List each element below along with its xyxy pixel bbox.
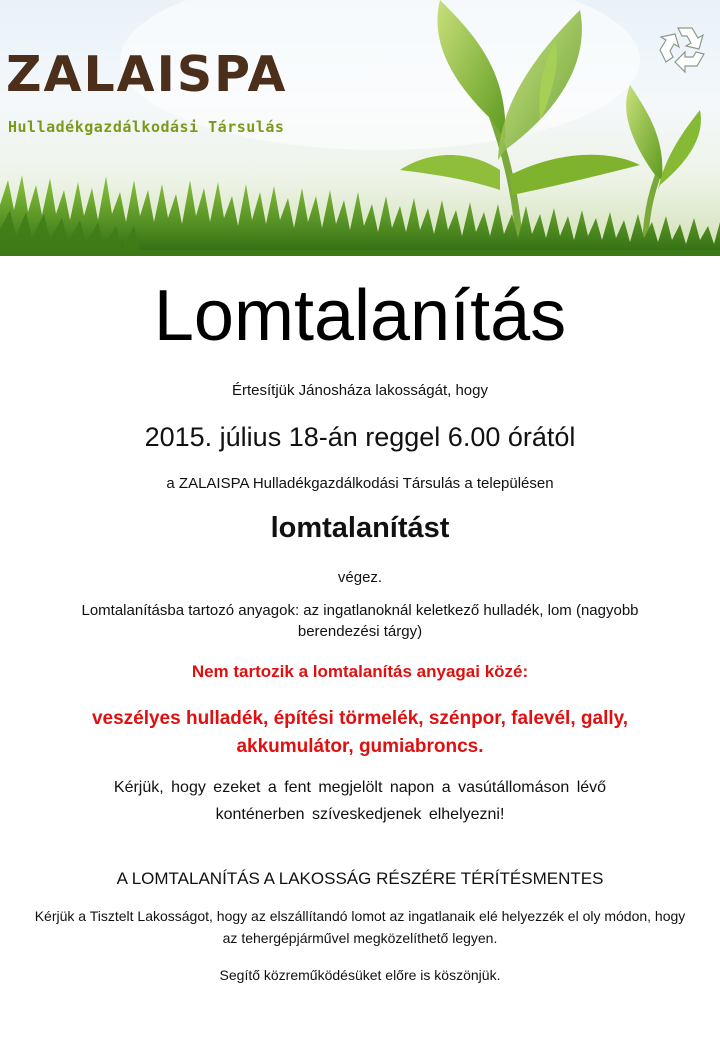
notice-title: Lomtalanítás: [153, 276, 567, 356]
materials-text: Lomtalanításba tartozó anyagok: az ingatlanoknál keletkező hulladék, lom (nagyobb berendezési tárgy): [81, 602, 639, 640]
action-heading: lomtalanítást: [270, 512, 450, 544]
hazardous-list: veszélyes hulladék, építési törmelék, szénpor, falevél, gally, akkumulátor, gumiabroncs.: [91, 708, 629, 757]
intro-text: Értesítjük Jánosháza lakosságát, hogy: [232, 382, 488, 399]
action-verb: végez.: [337, 569, 383, 586]
free-of-charge-notice: A LOMTALANÍTÁS A LAKOSSÁG RÉSZÉRE TÉRÍTÉSMENTES: [116, 869, 604, 888]
event-date: 2015. július 18-án reggel 6.00 órától: [144, 422, 576, 452]
logo-text: ZALAISPA: [6, 46, 288, 103]
company-text: a ZALAISPA Hulladékgazdálkodási Társulás a településen: [166, 475, 554, 492]
header-banner: [0, 0, 720, 256]
placement-request: Kérjük a Tisztelt Lakosságot, hogy az elszállítandó lomot az ingatlanaik elé helyezzék el oly módon, hogy az tehergépjárművel megközelíthető legyen.: [34, 908, 686, 946]
recycle-icon: [658, 22, 712, 76]
request-text: Kérjük, hogy ezeket a fent megjelölt napon a vasútállomáson lévő konténerben szíveskedjenek elhelyezni!: [113, 779, 607, 823]
not-included-heading: Nem tartozik a lomtalanítás anyagai közé:: [191, 662, 529, 681]
logo-subtitle: Hulladékgazdálkodási Társulás: [8, 118, 285, 136]
thanks-text: Segítő közreműködésüket előre is köszönjük.: [219, 967, 501, 983]
